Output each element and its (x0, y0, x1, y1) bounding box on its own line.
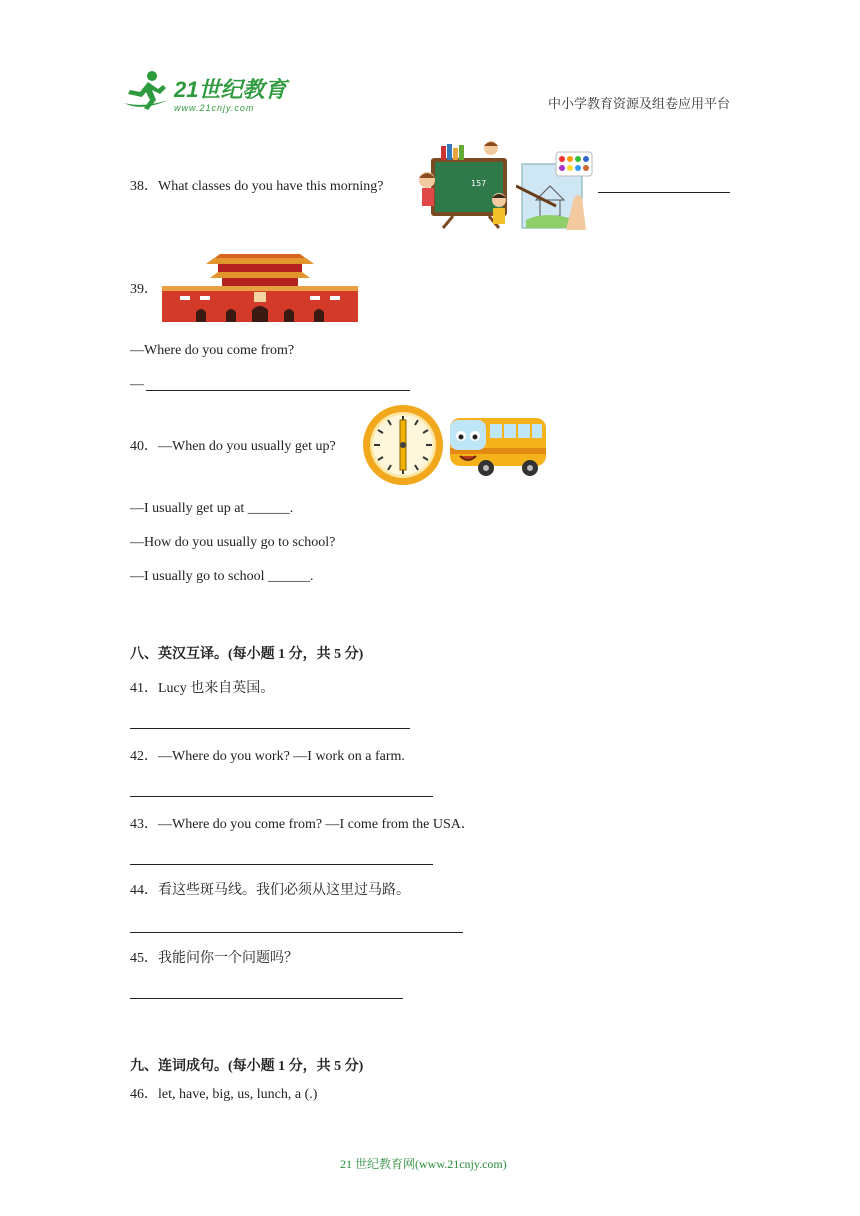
footer-text: 21 世纪教育网(www.21cnjy.com) (340, 1157, 507, 1171)
runner-logo-icon (122, 70, 170, 112)
question-45: 45．我能问你一个问题吗？ (130, 951, 298, 966)
section-9-title: 九、连词成句。(每小题 1 分，共 5 分) (130, 1059, 364, 1074)
question-40: 40．—When do you usually get up? (130, 439, 336, 454)
answer-line-43[interactable] (130, 864, 433, 865)
site-logo (122, 70, 292, 114)
question-44: 44．看这些斑马线。我们必须从这里过马路。 (130, 883, 410, 898)
answer-line-44[interactable] (130, 932, 463, 933)
question-38: 38．What classes do you have this morning? (130, 179, 384, 194)
classroom-illustration (413, 138, 513, 236)
svg-text:157: 157 (471, 179, 487, 188)
question-42: 42．—Where do you work? —I work on a farm. (130, 749, 405, 764)
answer-40-line3: —I usually go to school ______. (130, 569, 314, 584)
logo-url: www.21cnjy.com (174, 103, 255, 113)
answer-40-line2: —How do you usually go to school? (130, 535, 336, 550)
section-8-title: 八、英汉互译。(每小题 1 分，共 5 分) (130, 647, 364, 662)
question-43: 43．—Where do you come from? —I come from the USA． (130, 817, 475, 832)
tiananmen-illustration (160, 250, 360, 324)
question-46: 46．let, have, big, us, lunch, a (.) (130, 1087, 318, 1102)
answer-39-prefix: — (130, 377, 144, 392)
art-illustration (516, 150, 594, 232)
header-right-text: 中小学教育资源及组卷应用平台 (548, 97, 731, 112)
question-39-number: 39． (130, 282, 158, 297)
answer-line-41[interactable] (130, 728, 410, 729)
logo-title: 21世纪教育 (174, 77, 287, 102)
answer-line-39[interactable] (146, 390, 410, 391)
school-bus-illustration (446, 412, 548, 478)
answer-line-45[interactable] (130, 998, 403, 999)
question-41: 41．Lucy 也来自英国。 (130, 681, 275, 696)
clock-illustration (361, 404, 445, 486)
question-39-text: —Where do you come from? (130, 343, 295, 358)
answer-line-38[interactable] (598, 192, 730, 193)
answer-line-42[interactable] (130, 796, 433, 797)
answer-40-line1: —I usually get up at ______. (130, 501, 294, 516)
